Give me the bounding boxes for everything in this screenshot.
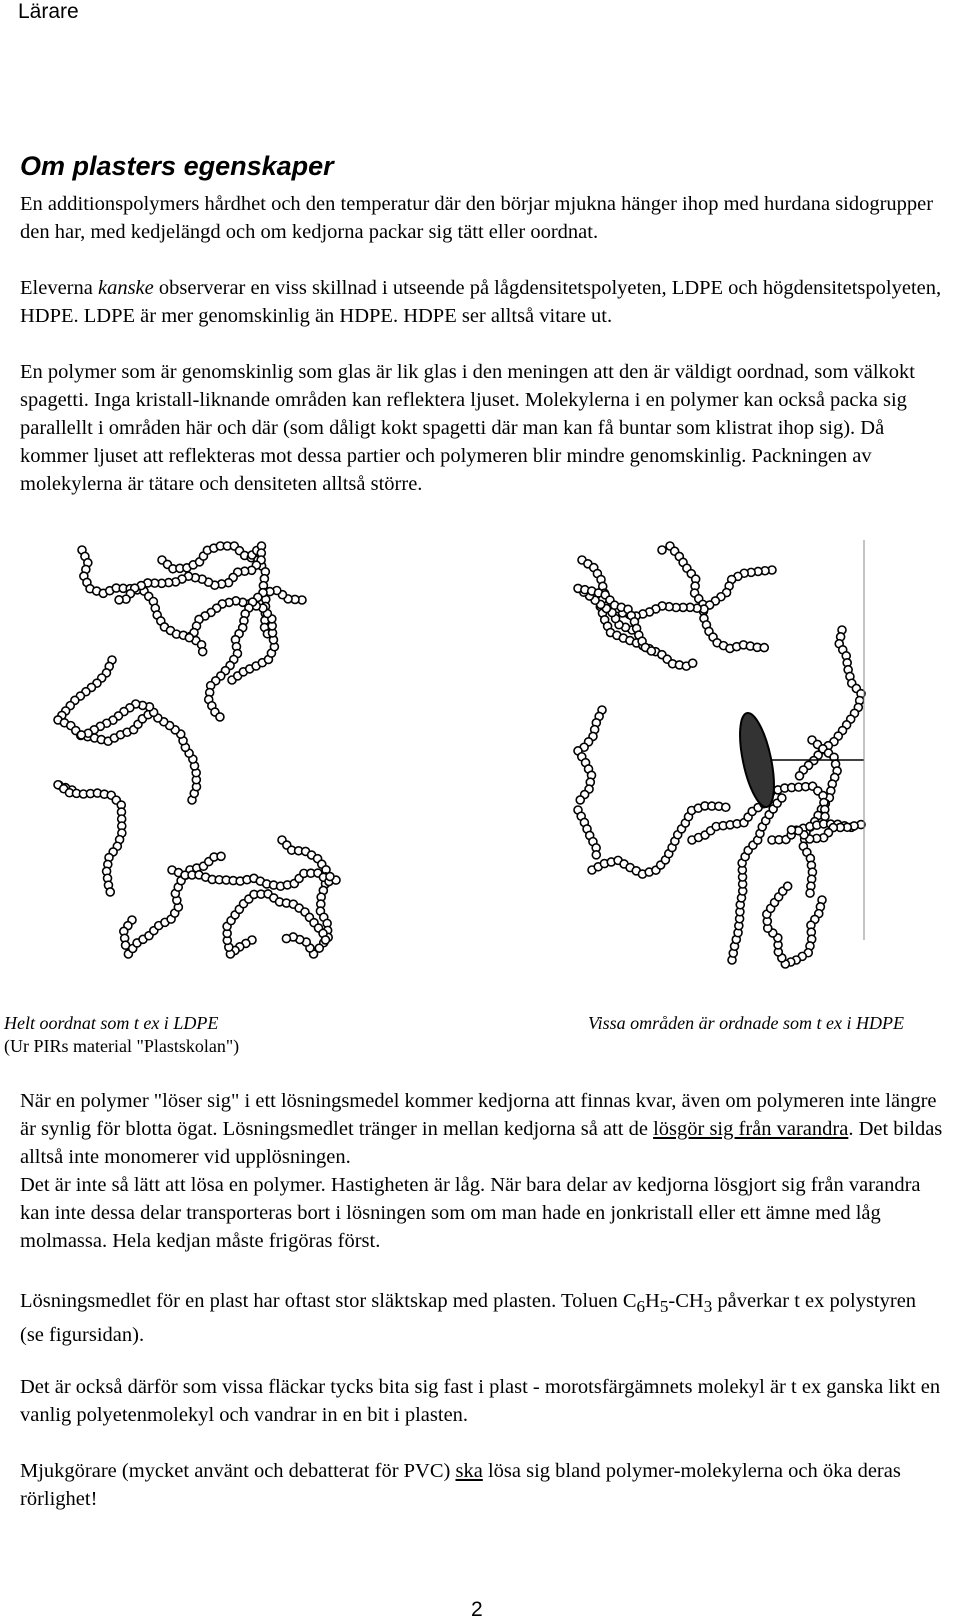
body-paragraph-7: Det är också därför som vissa fläckar tycks bita sig fast i plast - morotsfärgämnets molekyl är t ex ganska likt en vanlig polyetenmolekyl och vandrar in en bit i plasten. [20, 1376, 941, 1426]
body-paragraph-8: Mjukgörare (mycket använt och debatterat för PVC) ska lösa sig bland polymer-molekylerna och öka deras rörlighet! [20, 1460, 901, 1510]
body-paragraph-4: När en polymer "löser sig" i ett lösningsmedel kommer kedjorna att finnas kvar, även om polymeren inte längre är synlig för blotta ögat. Lösningsmedlet tränger in mellan kedjorna så att de lösgör sig från varandra. Det bildas alltså inte monomerer vid upplösningen. [20, 1090, 943, 1168]
left-figure-caption: Helt oordnat som t ex i LDPE [4, 1013, 219, 1033]
body-paragraph-6: Lösningsmedlet för en plast har oftast stor släktskap med plasten. Toluen $C_6H_5-CH_3$ påverkar t ex polystyren (se figursidan). [20, 1290, 917, 1347]
header-label: Lärare [18, 0, 79, 23]
page-number: 2 [471, 1598, 483, 1621]
hdpe-chain-illustration [572, 540, 877, 970]
intro-paragraph-3: En polymer som är genomskinlig som glas är lik glas i den meningen att den är väldigt oordnad, som välkokt spagetti. Inga kristall-liknande områden kan reflektera ljuset. Molekylerna i en polymer kan också packa sig parallellt i områden här och där (som dåligt kokt spagetti där man kan få buntar som klistrat ihop sig). Då kommer ljuset att reflekteras mot dessa partier och polymeren blir mindre genomskinlig. Packningen av molekylerna är tätare och densiteten alltså större. [20, 361, 916, 495]
body-paragraph-5: Det är inte så lätt att lösa en polymer. Hastigheten är låg. När bara delar av kedjorna lösgjort sig från varandra kan inte dessa delar transporteras bort i lösningen som om man hade en jonkristall eller ett ämne med låg molmassa. Hela kedjan måste frigöras först. [20, 1174, 921, 1252]
figure-source: (Ur PIRs material "Plastskolan") [4, 1036, 240, 1056]
page-title: Om plasters egenskaper [20, 151, 334, 181]
intro-paragraph-1: En additionspolymers hårdhet och den temperatur där den börjar mjukna hänger ihop med hurdana sidogrupper den har, med kedjelängd och om kedjorna packar sig tätt eller oordnat. [20, 193, 934, 243]
intro-paragraph-2: Eleverna kanske observerar en viss skillnad i utseende på lågdensitetspolyeten, LDPE och högdensitetspolyeten, HDPE. LDPE är mer genomskinlig än HDPE. HDPE ser alltså vitare ut. [20, 277, 942, 327]
underlined-phrase: lösgör sig från varandra [653, 1118, 849, 1140]
right-figure-caption: Vissa områden är ordnade som t ex i HDPE [588, 1013, 904, 1033]
ldpe-chain-illustration [52, 540, 342, 960]
